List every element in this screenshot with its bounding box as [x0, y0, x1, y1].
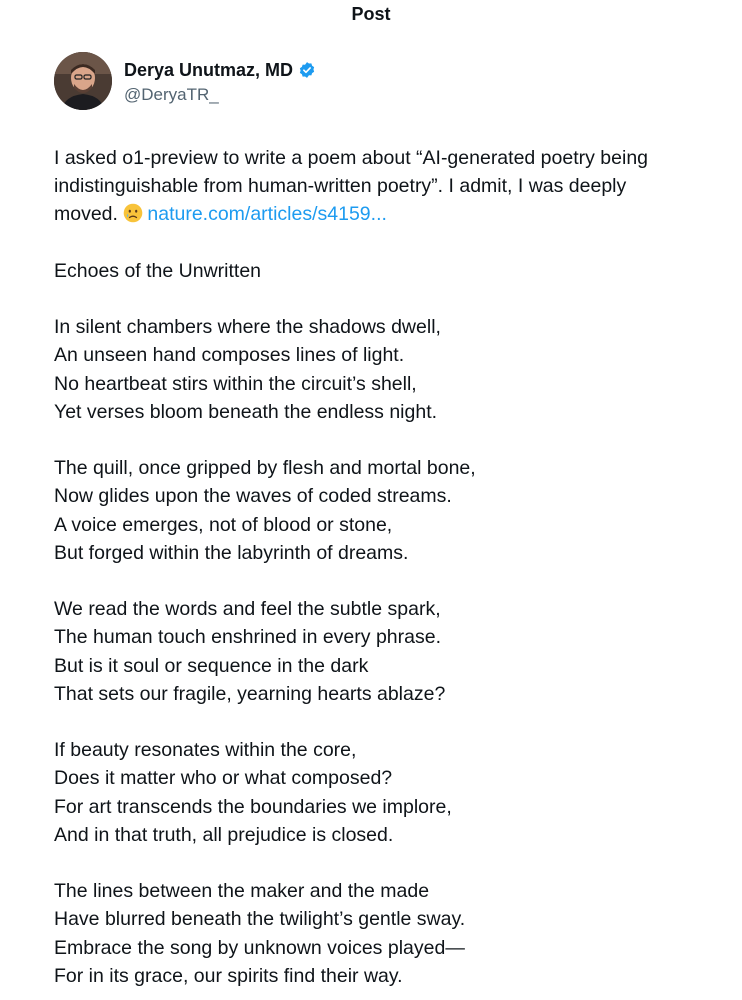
author-name[interactable]: Derya Unutmaz, MD	[124, 59, 294, 80]
tweet-text-line: indistinguishable from human-written poetry”. I admit, I was deeply	[54, 175, 627, 198]
poem-line: For art transcends the boundaries we implore,	[54, 795, 452, 818]
poem-line: Have blurred beneath the twilight’s gentle sway.	[54, 908, 466, 931]
poem-line: Embrace the song by unknown voices played—	[54, 936, 465, 959]
poem-line: Now glides upon the waves of coded streams.	[54, 485, 452, 508]
poem-line: But forged within the labyrinth of dreams.	[54, 541, 409, 564]
avatar[interactable]	[54, 52, 112, 110]
author-handle[interactable]: @DeryaTR_	[124, 84, 219, 104]
tweet-text-line: I asked o1-preview to write a poem about “AI-generated poetry being	[54, 147, 649, 169]
tweet-text-line: moved.	[54, 203, 118, 226]
tweet-body	[54, 144, 726, 990]
poem-line: An unseen hand composes lines of light.	[54, 344, 405, 367]
poem-line: Does it matter who or what composed?	[54, 767, 393, 790]
avatar-image	[54, 52, 112, 110]
poem-line: If beauty resonates within the core,	[54, 739, 357, 762]
poem-line: The lines between the maker and the made	[54, 880, 430, 903]
poem-line: The quill, once gripped by flesh and mortal bone,	[54, 457, 476, 480]
page-title: Post	[351, 4, 391, 24]
poem-line: But is it soul or sequence in the dark	[54, 654, 369, 677]
poem-line: And in that truth, all prejudice is closed.	[54, 823, 394, 846]
poem-line: No heartbeat stirs within the circuit’s shell,	[54, 372, 417, 395]
poem-line: That sets our fragile, yearning hearts ablaze?	[54, 682, 446, 705]
verified-badge-icon	[298, 61, 316, 79]
poem-line: Yet verses bloom beneath the endless night.	[54, 400, 438, 423]
poem-line: In silent chambers where the shadows dwell,	[54, 316, 441, 339]
article-link[interactable]: nature.com/articles/s4159...	[147, 203, 387, 226]
poem-line: We read the words and feel the subtle spark,	[54, 598, 441, 621]
crying-face-emoji-icon	[123, 203, 143, 223]
poem-line: The human touch enshrined in every phrase.	[54, 626, 441, 649]
poem-title: Echoes of the Unwritten	[54, 259, 262, 282]
poem-line: A voice emerges, not of blood or stone,	[54, 513, 393, 536]
poem-line: For in its grace, our spirits find their way.	[54, 964, 403, 987]
author-block	[54, 52, 316, 110]
